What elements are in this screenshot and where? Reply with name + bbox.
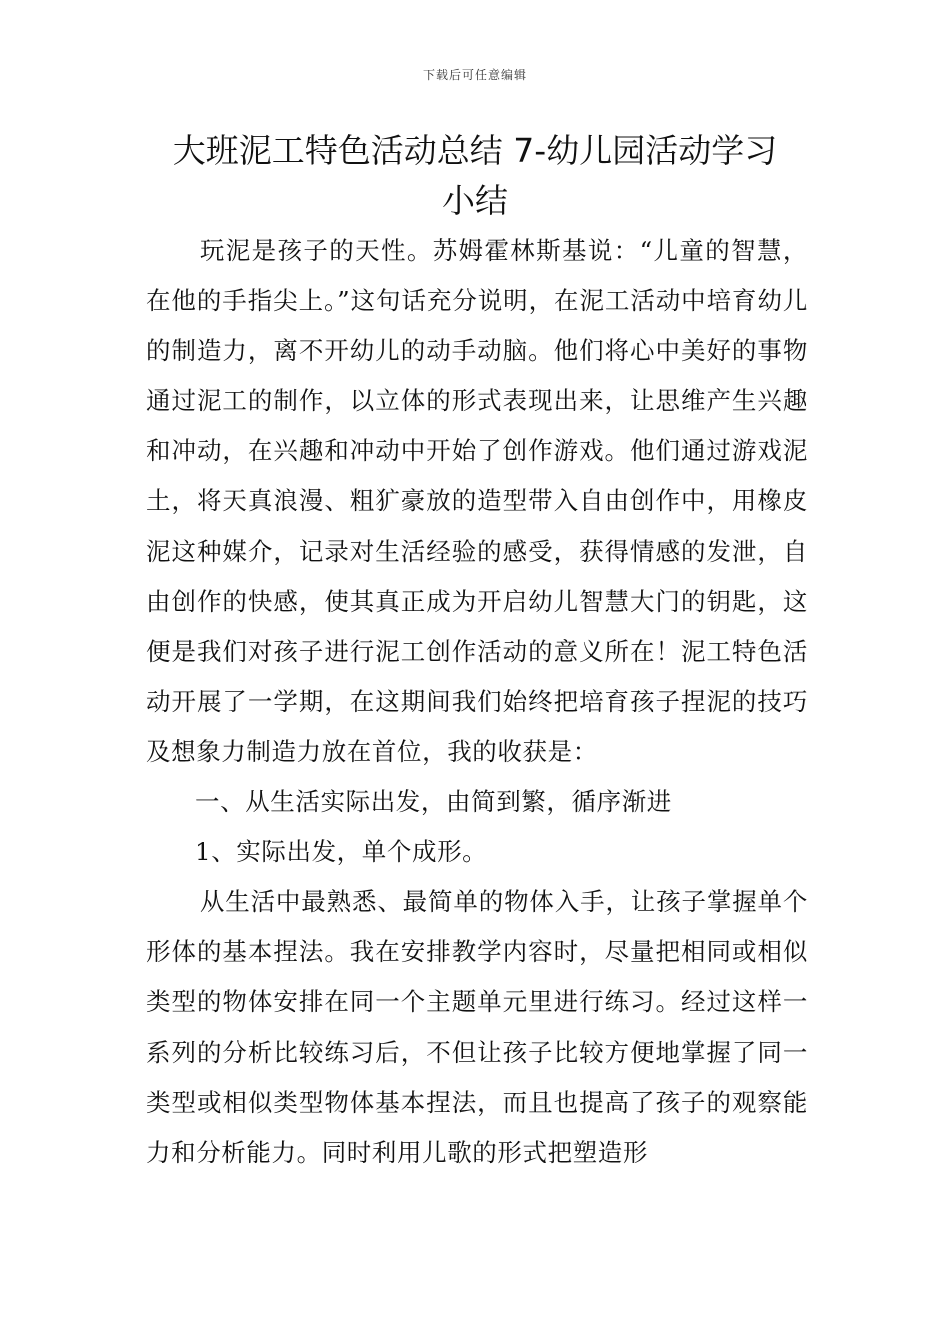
section-heading-1: 一、从生活实际出发，由简到繁，循序渐进 bbox=[195, 787, 672, 817]
document-title-line-2: 小结 bbox=[442, 181, 508, 220]
document-title-line-1: 大班泥工特色活动总结 7-幼儿园活动学习 bbox=[172, 131, 778, 170]
document-title bbox=[140, 126, 810, 226]
subsection-heading-1: 1、实际出发，单个成形。 bbox=[195, 837, 488, 867]
paragraph-method: 从生活中最熟悉、最简单的物体入手，让孩子掌握单个形体的基本捏法。我在安排教学内容时，尽量把相同或相似类型的物体安排在同一个主题单元里进行练习。经过这样一系列的分析比较练习后，不但让孩子比较方便地掌握了同一类型或相似类型物体基本捏法，而且也提高了孩子的观察能力和分析能力。同时利用儿歌的形式把塑造形 bbox=[146, 887, 808, 1167]
document-body bbox=[146, 226, 808, 1178]
paragraph-intro: 玩泥是孩子的天性。苏姆霍林斯基说：“儿童的智慧，在他的手指尖上。”这句话充分说明，在泥工活动中培育幼儿的制造力，离不开幼儿的动手动脑。他们将心中美好的事物通过泥工的制作，以立体的形式表现出来，让思维产生兴趣和冲动，在兴趣和冲动中开始了创作游戏。他们通过游戏泥土，将天真浪漫、粗犷豪放的造型带入自由创作中，用橡皮泥这种媒介，记录对生活经验的感受，获得情感的发泄，自由创作的快感，使其真正成为开启幼儿智慧大门的钥匙，这便是我们对孩子进行泥工创作活动的意义所在！泥工特色活动开展了一学期，在这期间我们始终把培育孩子捏泥的技巧及想象力制造力放在首位，我的收获是： bbox=[146, 236, 808, 766]
page-header-note: 下载后可任意编辑 bbox=[422, 68, 527, 82]
